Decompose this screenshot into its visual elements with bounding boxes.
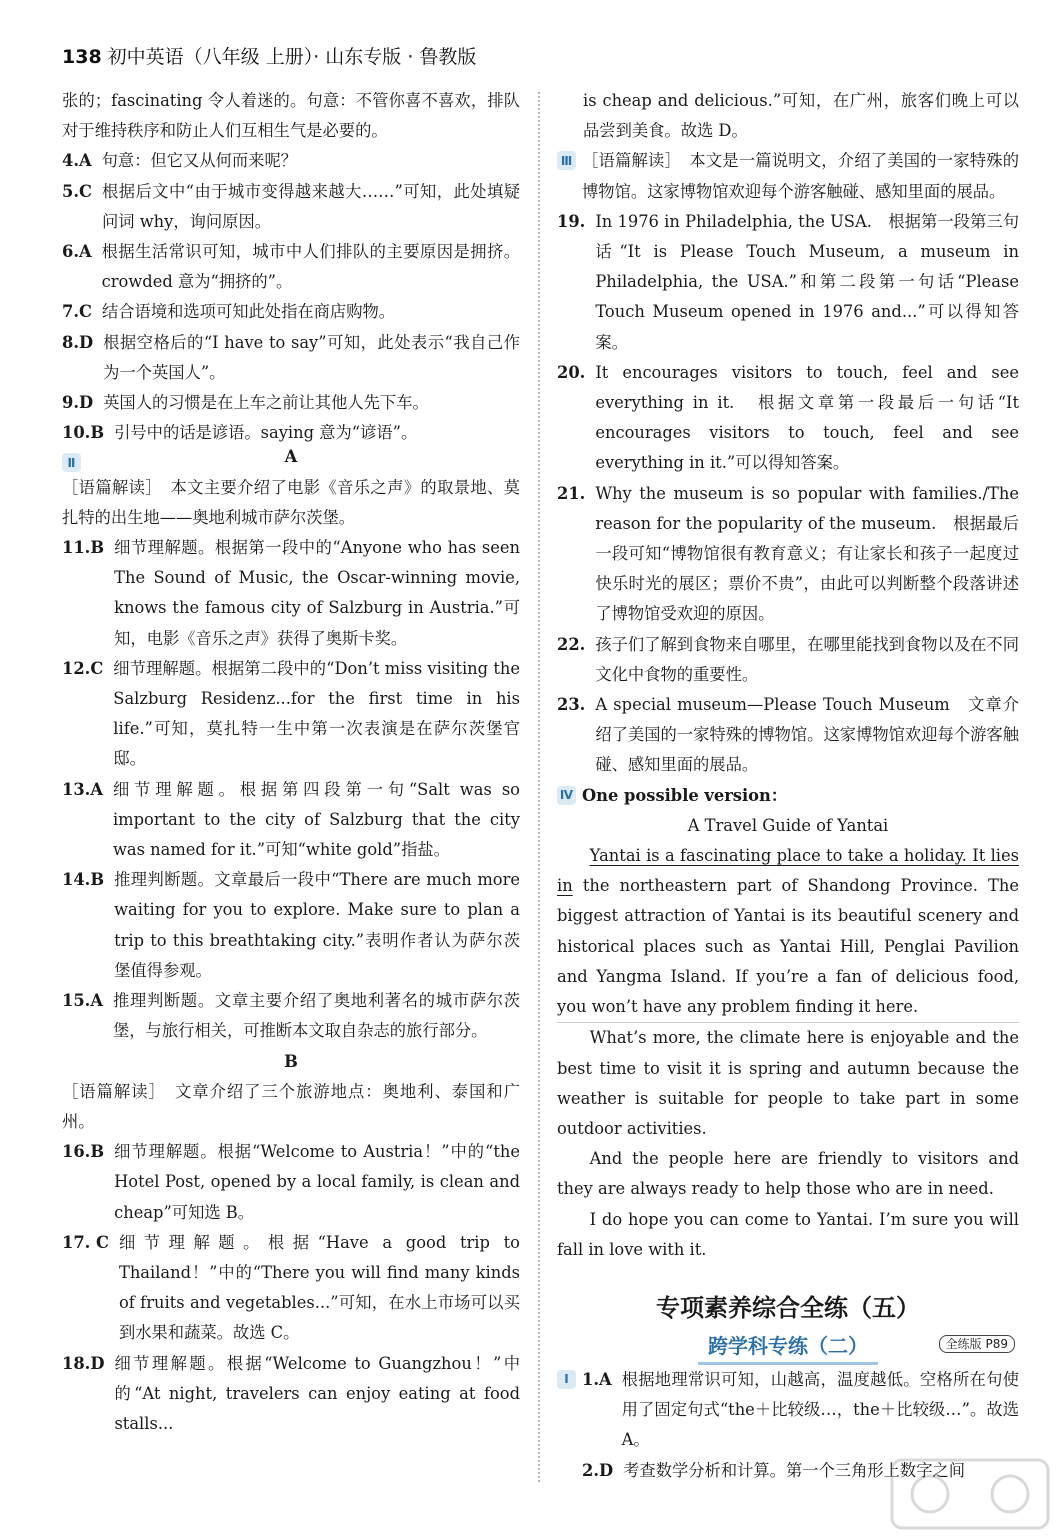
item-text: 细节理解题。根据第二段中的“Don’t miss visiting the Salzburg Residenz...for the first time in his life.”可知，莫扎特一生中第一次表演是在萨尔茨堡官邸。 — [113, 658, 520, 769]
item-text: 根据空格后的“I have to say”可知，此处表示“我自己作为一个英国人”。 — [103, 332, 520, 382]
continuation-text: is cheap and delicious.”可知，在广州，旅客们晚上可以品尝到美食。故选 D。 — [583, 91, 1019, 141]
item-text: 考查数学分析和计算。第一个三角形上数字之间 — [623, 1460, 966, 1480]
answer-item — [62, 1349, 520, 1440]
answer-item — [557, 479, 1019, 630]
passage-3-intro: ［语篇解读］ 本文是一篇说明文，介绍了美国的一家特殊的博物馆。这家博物馆欢迎每个游客触碰、感知里面的展品。 — [582, 151, 1019, 201]
item-text: 根据后文中“由于城市变得越来越大……”可知，此处填疑问词 why，询问原因。 — [101, 181, 520, 231]
answer-item — [62, 1228, 520, 1349]
item-number: 5.C — [62, 181, 92, 201]
answer-item — [557, 690, 1019, 781]
item-number: 23. — [557, 695, 586, 715]
answer-item — [62, 177, 520, 237]
item-text: 根据地理常识可知，山越高，温度越低。空格所在句使用了固定句式“the＋比较级…，the＋比较级…”。故选 A。 — [621, 1369, 1019, 1450]
item-text: Why the museum is so popular with families./The reason for the popularity of the museum. 根据最后一段可知“博物馆很有教育意义；有让家长和孩子一起度过快乐时光的展区；票价不贵”，由此可以判断整个段落讲述了博物馆受欢迎的原因。 — [595, 483, 1019, 624]
item-text: 细节理解题。根据第四段第一句“Salt was so important to the city of Salzburg that the city was named for it.”可知“white gold”指盐。 — [112, 779, 520, 860]
essay-paragraph-2: What’s more, the climate here is enjoyable and the best time to visit it is spring and autumn because the weather is suitable for people to take part in some outdoor activities. — [557, 1028, 1019, 1138]
item-number: 8.D — [62, 332, 94, 352]
answer-item — [62, 986, 520, 1046]
answer-item — [557, 630, 1019, 690]
sample-label: One possible version： — [582, 785, 788, 805]
essay-paragraph-3: And the people here are friendly to visitors and they are always ready to help those who are in need. — [557, 1149, 1019, 1199]
intro-continuation: 张的；fascinating 令人着迷的。句意：不管你喜不喜欢，排队对于维持秩序和防止人们互相生气是必要的。 — [62, 91, 520, 141]
item-number: 15.A — [62, 991, 103, 1011]
section-3-header — [557, 146, 1019, 206]
item-text: 孩子们了解到食物来自哪里，在哪里能找到食物以及在不同文化中食物的重要性。 — [595, 634, 1019, 684]
answer-item — [62, 1137, 520, 1228]
book-title: 初中英语（八年级 上册）· 山东专版 · 鲁教版 — [107, 46, 477, 68]
item-number: 17. C — [62, 1232, 109, 1252]
watermark-logo — [890, 1458, 1050, 1530]
essay-paragraph-1 — [557, 841, 1019, 1022]
item-number: 20. — [557, 362, 586, 382]
answer-item — [62, 388, 520, 418]
item-number: 9.D — [62, 393, 94, 413]
left-column — [62, 86, 520, 1439]
item-text: 句意：但它又从何而来呢？ — [101, 151, 298, 171]
answer-item — [582, 1365, 1019, 1456]
item-number: 19. — [557, 211, 586, 231]
subtitle-row — [557, 1331, 1019, 1365]
essay-paragraph-1-text: the northeastern part of Shandong Province. The biggest attraction of Yantai is its beautiful scenery and historical places such as Yantai Hill, Penglai Pavilion and Yangma Island. If you’re a fan of delicious food, you won’t have any problem finding it here. — [557, 876, 1019, 1017]
item-text: 推理判断题。文章主要介绍了奥地利著名的城市萨尔茨堡，与旅行相关，可推断本文取自杂志的旅行部分。 — [112, 991, 520, 1041]
item-text: 细节理解题。根据“Have a good trip to Thailand！”中的“There you will find many kinds of fruits and vegetables...”可知，在水上市场可以买到水果和蔬菜。故选 C。 — [118, 1232, 520, 1343]
answer-item — [62, 328, 520, 388]
answer-list-c — [62, 1137, 520, 1439]
answer-item — [62, 775, 520, 866]
answer-item — [557, 207, 1019, 358]
section-badge: Ⅰ — [557, 1370, 576, 1389]
passage-a-label: A — [284, 447, 298, 467]
answer-item — [62, 865, 520, 986]
item-text: 根据生活常识可知，城市中人们排队的主要原因是拥挤。crowded 意为“拥挤的”。 — [101, 242, 520, 292]
item-text: 推理判断题。文章最后一段中“There are much more waiting for you to explore. Make sure to plan a trip to this breathtaking city.”表明作者认为萨尔茨堡值得参观。 — [114, 870, 520, 980]
item-text: 引号中的话是谚语。saying 意为“谚语”。 — [114, 423, 418, 443]
item-number: 2.D — [582, 1460, 614, 1480]
column-divider — [538, 92, 540, 1482]
item-number: 14.B — [62, 870, 105, 890]
item-number: 10.B — [62, 423, 105, 443]
answer-item — [62, 533, 520, 654]
essay-paragraph-4: I do hope you can come to Yantai. I’m sure you will fall in love with it. — [557, 1209, 1019, 1259]
reference-tag: 全练版 P89 — [939, 1335, 1015, 1353]
answer-list-r — [557, 207, 1019, 781]
passage-b-label: B — [284, 1051, 298, 1071]
item-text: 细节理解题。根据“Welcome to Austria！”中的“the Hotel Post, opened by a local family, is clean and cheap”可知选 B。 — [114, 1142, 520, 1222]
item-number: 12.C — [62, 658, 104, 678]
item-number: 6.A — [62, 242, 92, 262]
essay-title: A Travel Guide of Yantai — [687, 815, 889, 835]
item-number: 13.A — [62, 779, 103, 799]
item-text: 结合语境和选项可知此处指在商店购物。 — [101, 302, 396, 322]
item-text: It encourages visitors to touch, feel and see everything in it. 根据文章第一段最后一句话“It encourages visitors to touch, feel and see everything in it.”可以得知答案。 — [595, 362, 1019, 473]
page-header — [62, 42, 476, 69]
item-text: 细节理解题。根据第一段中的“Anyone who has seen The Sound of Music, the Oscar-winning movie, knows the famous city of Salzburg in Austria.”可知，电影《音乐之声》获得了奥斯卡奖。 — [114, 538, 520, 648]
item-number: 7.C — [62, 302, 92, 322]
item-number: 1.A — [582, 1369, 612, 1389]
answer-item — [557, 358, 1019, 479]
section-4-header — [557, 781, 1019, 811]
passage-a-intro: ［语篇解读］ 本文主要介绍了电影《音乐之声》的取景地、莫扎特的出生地——奥地利城市萨尔茨堡。 — [62, 477, 520, 527]
page-number: 138 — [62, 46, 102, 68]
item-text: In 1976 in Philadelphia, the USA. 根据第一段第三句话“It is Please Touch Museum, a museum in Philadelphia, the USA.”和第二段第一句话“Please Touch Museum opened in 1976 and...”可以得知答案。 — [595, 211, 1019, 352]
answer-list-b — [62, 533, 520, 1046]
item-text: 英国人的习惯是在上车之前让其他人先下车。 — [103, 393, 429, 413]
answer-item — [62, 146, 520, 176]
answer-item — [62, 297, 520, 327]
answer-list-a — [62, 146, 520, 448]
section-big-title: 专项素养综合全练（五） — [656, 1293, 920, 1322]
item-number: 18.D — [62, 1353, 105, 1373]
item-number: 22. — [557, 634, 586, 654]
section-subtitle: 跨学科专练（二） — [698, 1331, 878, 1365]
right-column — [557, 86, 1019, 1486]
answer-item — [62, 654, 520, 775]
item-number: 21. — [557, 483, 586, 503]
essay-underlined-sentence: Yantai is a fascinating place to take a holiday. It lies in — [557, 846, 1019, 896]
section-badge: Ⅱ — [62, 453, 81, 472]
answer-item — [62, 237, 520, 297]
section-badge: Ⅳ — [557, 786, 576, 805]
item-number: 16.B — [62, 1142, 105, 1162]
item-number: 4.A — [62, 151, 92, 171]
passage-b-intro: ［语篇解读］ 文章介绍了三个旅游地点：奥地利、泰国和广州。 — [62, 1081, 520, 1131]
item-number: 11.B — [62, 538, 105, 558]
section-badge: Ⅲ — [557, 151, 576, 170]
item-text: 细节理解题。根据“Welcome to Guangzhou！”中的“At night, travelers can enjoy eating at food stalls... — [114, 1353, 520, 1433]
item-text: A special museum—Please Touch Museum 文章介绍了美国的一家特殊的博物馆。这家博物馆欢迎每个游客触碰、感知里面的展品。 — [595, 695, 1019, 775]
